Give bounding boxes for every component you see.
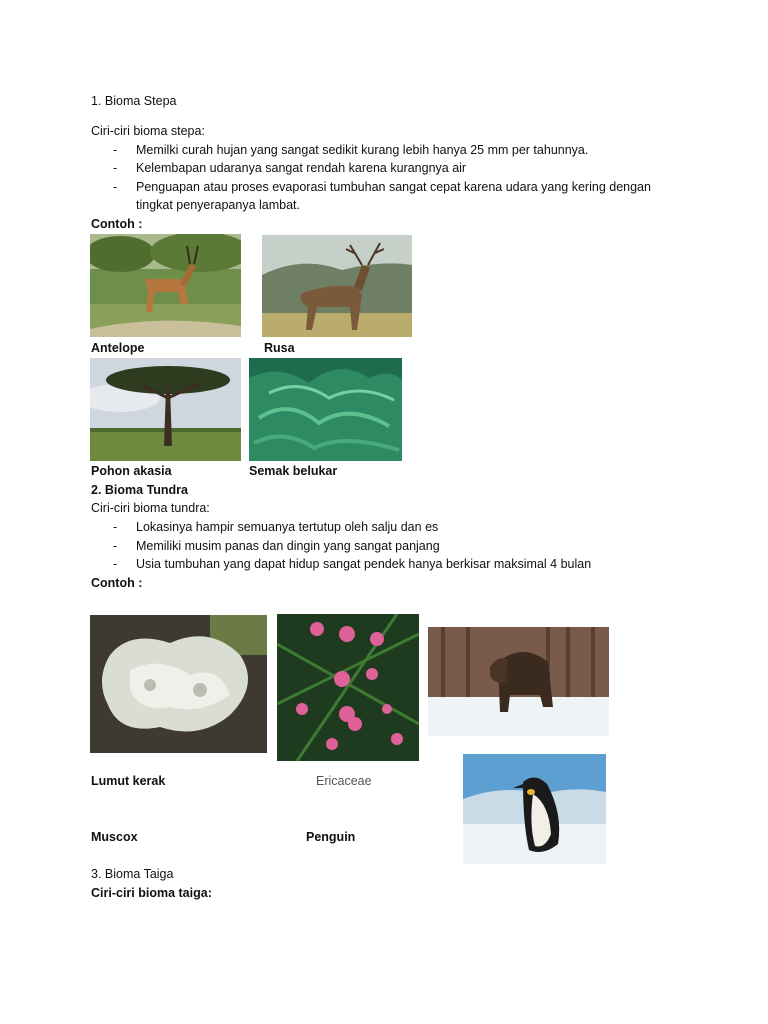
tundra-bullet-3: Usia tumbuhan yang dapat hidup sangat pendek hanya berkisar maksimal 4 bulan xyxy=(136,557,592,571)
bullet-dash: - xyxy=(113,143,118,157)
caption-muscox: Muscox xyxy=(91,830,138,844)
tundra-bullet-1: Lokasinya hampir semuanya tertutup oleh salju dan es xyxy=(136,520,439,534)
ericaceae-photo xyxy=(277,614,419,761)
deer-photo xyxy=(262,235,412,337)
heading-bioma-stepa: 1. Bioma Stepa xyxy=(91,94,177,108)
bullet-dash: - xyxy=(113,557,118,571)
antelope-photo xyxy=(90,234,241,337)
tundra-bullet-2: Memiliki musim panas dan dingin yang sangat panjang xyxy=(136,539,440,553)
bullet-dash: - xyxy=(113,539,118,553)
bullet-dash: - xyxy=(113,161,118,175)
contoh-label-stepa: Contoh : xyxy=(91,217,143,231)
acacia-tree-photo xyxy=(90,358,241,461)
caption-antelope: Antelope xyxy=(91,341,145,355)
caption-penguin: Penguin xyxy=(306,830,356,844)
penguin-photo xyxy=(463,754,606,864)
bullet-dash: - xyxy=(113,180,118,194)
heading-bioma-tundra: 2. Bioma Tundra xyxy=(91,483,189,497)
ciri-label-stepa: Ciri-ciri bioma stepa: xyxy=(91,124,205,138)
caption-semak-belukar: Semak belukar xyxy=(249,464,338,478)
caption-rusa: Rusa xyxy=(264,341,295,355)
heading-bioma-taiga: 3. Bioma Taiga xyxy=(91,867,174,881)
ciri-label-taiga: Ciri-ciri bioma taiga: xyxy=(91,886,212,900)
stepa-bullet-1: Memilki curah hujan yang sangat sedikit kurang lebih hanya 25 mm per tahunnya. xyxy=(136,143,589,157)
bullet-dash: - xyxy=(113,520,118,534)
caption-pohon-akasia: Pohon akasia xyxy=(91,464,172,478)
stepa-bullet-3-cont: tingkat penyerapanya lambat. xyxy=(136,198,300,212)
shrub-photo xyxy=(249,358,402,461)
caption-ericaceae: Ericaceae xyxy=(316,774,372,788)
contoh-label-tundra: Contoh : xyxy=(91,576,143,590)
muskox-photo xyxy=(428,627,609,736)
stepa-bullet-2: Kelembapan udaranya sangat rendah karena kurangnya air xyxy=(136,161,467,175)
stepa-bullet-3: Penguapan atau proses evaporasi tumbuhan sangat cepat karena udara yang kering dengan xyxy=(136,180,651,194)
ciri-label-tundra: Ciri-ciri bioma tundra: xyxy=(91,501,210,515)
caption-lumut-kerak: Lumut kerak xyxy=(91,774,166,788)
lichen-photo xyxy=(90,615,267,753)
